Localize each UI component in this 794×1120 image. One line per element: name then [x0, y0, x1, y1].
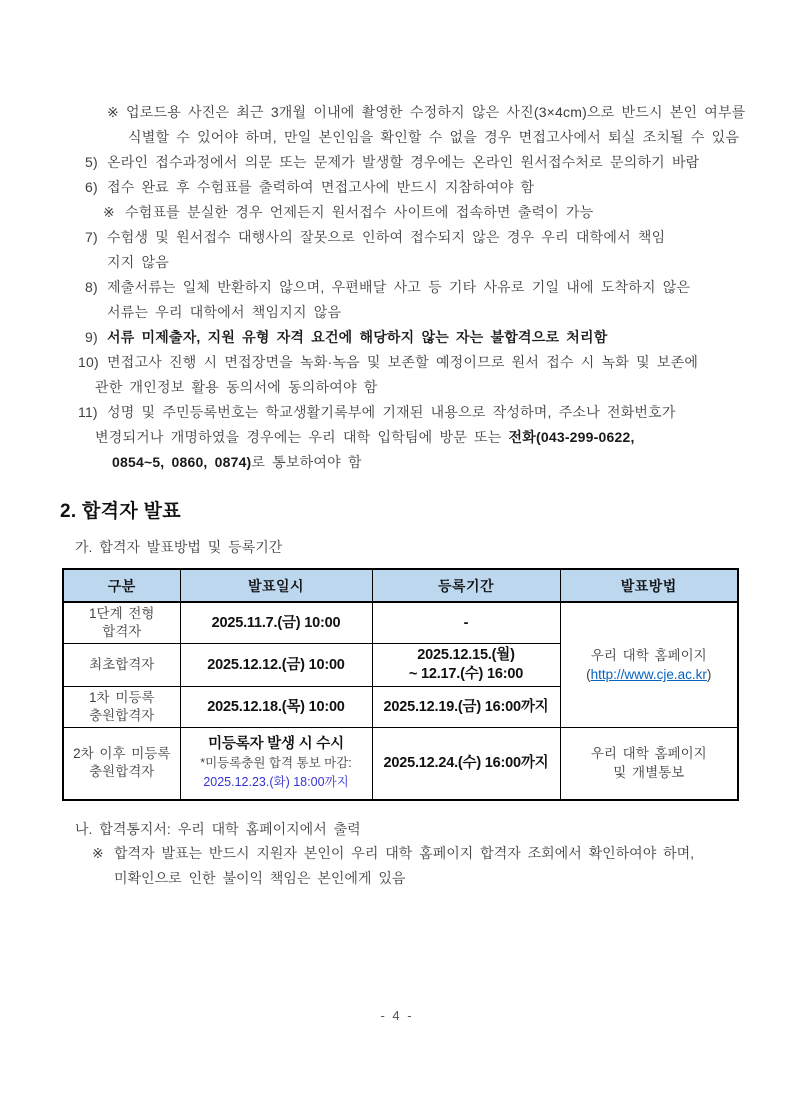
date-deadline-blue: 2025.12.23.(화) 18:00까지 — [203, 774, 349, 789]
method-homepage-text: 우리 대학 홈페이지 — [590, 648, 707, 663]
list-item-11-cont1 — [0, 425, 794, 450]
cell-text: ~ 12.17.(수) 16:00 — [408, 666, 524, 682]
item9-number: 9) — [85, 329, 98, 345]
note-photo-text1: 업로드용 사진은 최근 3개월 이내에 촬영한 수정하지 않은 사진(3×4cm)으로 반드시 본인 여부를 — [126, 104, 746, 120]
table-row — [63, 602, 738, 644]
cell-text: 합격자 — [102, 624, 142, 639]
cell-method-merged — [560, 602, 738, 728]
item8-number: 8) — [85, 279, 98, 295]
cell-text: 1차 미등록 — [89, 690, 155, 705]
item7-line1: 수험생 및 원서접수 대행사의 잘못으로 인하여 접수되지 않은 경우 우리 대학에서 책임 — [107, 229, 666, 245]
list-item-11 — [0, 400, 794, 425]
list-item-6 — [0, 175, 794, 200]
header-gubun: 구분 — [63, 569, 180, 602]
list-item-8 — [0, 275, 794, 300]
list-item-5 — [0, 150, 794, 175]
item9-bold-text: 서류 미제출자, 지원 유형 자격 요건에 해당하지 않는 자는 불합격으로 처리함 — [107, 329, 608, 345]
confirm-note-text1: 합격자 발표는 반드시 지원자 본인이 우리 대학 홈페이지 합격자 조회에서 확인하여야 하며, — [114, 844, 695, 861]
cell-text: 1단계 전형 — [89, 606, 155, 621]
announcement-schedule-table — [62, 568, 739, 801]
item5-number: 5) — [85, 154, 98, 170]
cell-gubun-stage1 — [63, 602, 180, 644]
list-item-9 — [0, 325, 794, 350]
item6-text: 접수 완료 후 수험표를 출력하여 면접고사에 반드시 지참하여야 함 — [107, 179, 535, 195]
cell-period-round1: 2025.12.19.(금) 16:00까지 — [372, 687, 560, 728]
cell-date-round2plus — [180, 728, 372, 800]
date-anytime-bold: 미등록자 발생 시 수시 — [208, 735, 344, 752]
note-marker: ※ — [107, 104, 119, 120]
item6-subnote-text: 수험표를 분실한 경우 언제든지 원서접수 사이트에 접속하면 출력이 가능 — [125, 204, 594, 220]
list-item-7 — [0, 225, 794, 250]
paren-close: ) — [706, 667, 712, 682]
section-title: 2. 합격자 발표 — [60, 501, 181, 522]
item11-line1: 성명 및 주민등록번호는 학교생활기록부에 기재된 내용으로 작성하며, 주소나 전화번호가 — [107, 404, 676, 420]
header-registration-period: 등록기간 — [372, 569, 560, 602]
page-number: - 4 - — [380, 1008, 414, 1023]
list-item-10 — [0, 350, 794, 375]
subsection-a-title: 가. 합격자 발표방법 및 등록기간 — [75, 539, 283, 555]
confirm-note-line2: 미확인으로 인한 불이익 책임은 본인에게 있음 — [114, 869, 406, 886]
item11-line3-bold-phone: 0854~5, 0860, 0874) — [112, 454, 252, 470]
header-announce-method: 발표방법 — [560, 569, 738, 602]
cell-gubun-round2plus — [63, 728, 180, 800]
cell-date-stage1: 2025.11.7.(금) 10:00 — [180, 602, 372, 644]
homepage-url-link[interactable]: http://www.cje.ac.kr — [590, 667, 707, 682]
confirm-note-line1 — [0, 841, 794, 866]
note-marker: ※ — [92, 844, 104, 861]
item10-number: 10) — [78, 354, 99, 370]
date-deadline-note: *미등록충원 합격 통보 마감: — [200, 755, 352, 770]
cell-text: 우리 대학 홈페이지 — [590, 746, 707, 762]
cell-gubun-round1 — [63, 687, 180, 728]
subnote-marker: ※ — [103, 204, 115, 220]
cell-period-round2plus: 2025.12.24.(수) 16:00까지 — [372, 728, 560, 800]
item11-line2-regular: 변경되거나 개명하였을 경우에는 우리 대학 입학팀에 방문 또는 — [95, 429, 509, 445]
item11-line3-regular: 로 통보하여야 함 — [251, 454, 362, 470]
item8-line1: 제출서류는 일체 반환하지 않으며, 우편배달 사고 등 기타 사유로 기일 내에 도착하지 않은 — [107, 279, 691, 295]
list-item-11-cont2 — [0, 450, 794, 475]
cell-text: 2025.12.15.(월) — [417, 647, 515, 663]
list-item-7-cont: 지지 않음 — [107, 254, 169, 270]
subsection-b-title: 나. 합격통지서: 우리 대학 홈페이지에서 출력 — [75, 820, 361, 837]
cell-gubun-initial: 최초합격자 — [63, 644, 180, 687]
cell-text: 충원합격자 — [89, 708, 155, 723]
list-item-10-cont: 관한 개인정보 활용 동의서에 동의하여야 함 — [95, 379, 378, 395]
item6-number: 6) — [85, 179, 98, 195]
item7-number: 7) — [85, 229, 98, 245]
item10-line1: 면접고사 진행 시 면접장면을 녹화·녹음 및 보존할 예정이므로 원서 접수 시 녹화 및 보존에 — [107, 354, 699, 370]
note-photo-line1 — [0, 100, 794, 125]
item5-text: 온라인 접수과정에서 의문 또는 문제가 발생할 경우에는 온라인 원서접수처로 문의하기 바람 — [107, 154, 700, 170]
cell-date-round1: 2025.12.18.(목) 10:00 — [180, 687, 372, 728]
cell-text: 및 개별통보 — [613, 765, 685, 781]
cell-text: 2차 이후 미등록 — [73, 746, 171, 762]
note-photo-line2: 식별할 수 있어야 하며, 만일 본인임을 확인할 수 없을 경우 면접고사에서 퇴실 조치될 수 있음 — [128, 129, 740, 145]
item11-line2-bold-phone: 전화(043-299-0622, — [508, 429, 635, 445]
cell-text: 충원합격자 — [89, 764, 155, 780]
cell-period-initial — [372, 644, 560, 687]
cell-period-stage1: - — [372, 602, 560, 644]
header-announce-datetime: 발표일시 — [180, 569, 372, 602]
table-header-row — [63, 569, 738, 602]
list-item-8-cont: 서류는 우리 대학에서 책임지지 않음 — [107, 304, 342, 320]
method-homepage-url-line — [563, 665, 736, 684]
paren-open: ( — [586, 667, 591, 682]
item11-number: 11) — [78, 404, 98, 420]
cell-date-initial: 2025.12.12.(금) 10:00 — [180, 644, 372, 687]
table-row — [63, 728, 738, 800]
cell-method-round2plus — [560, 728, 738, 800]
list-item-6-subnote — [0, 200, 794, 225]
